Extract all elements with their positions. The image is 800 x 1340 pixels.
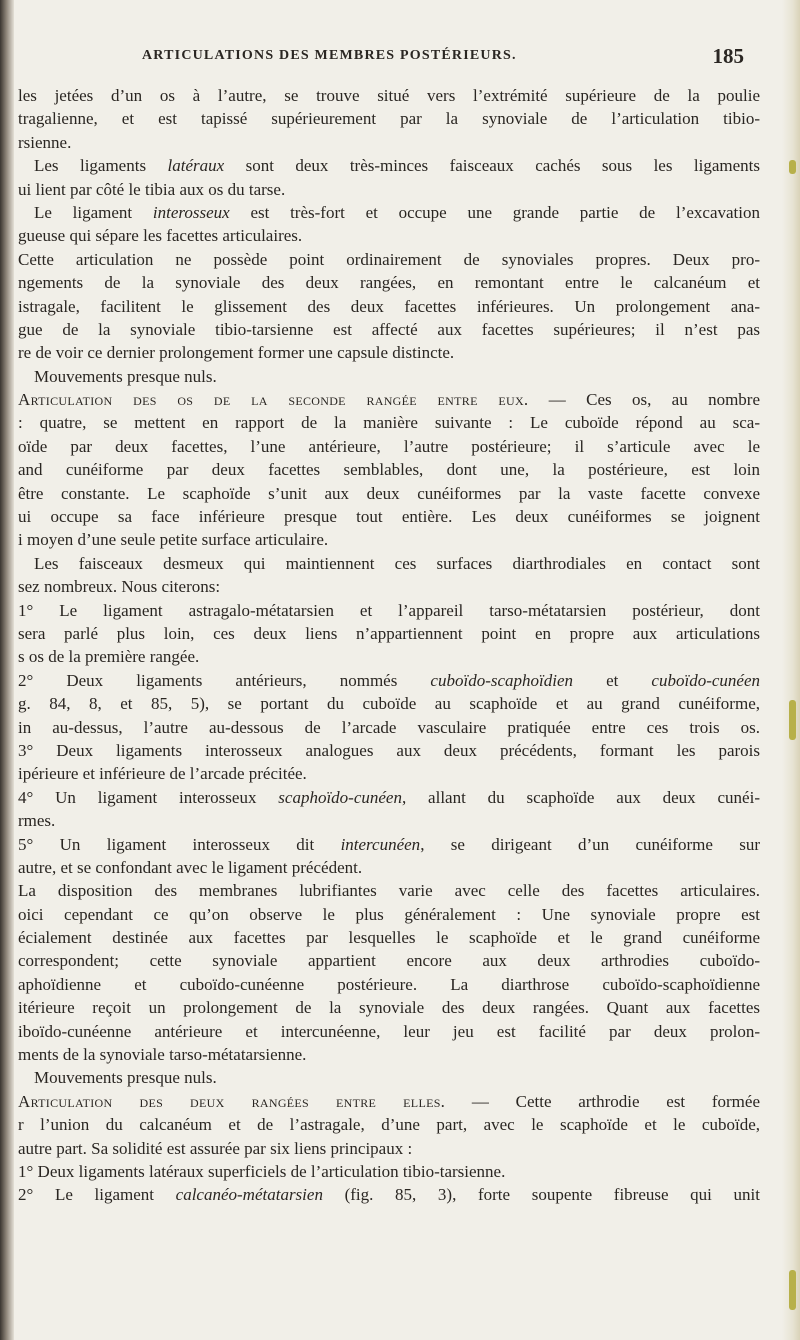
text-segment: sez nombreux. Nous citerons: <box>18 577 221 597</box>
body-text <box>18 84 760 1207</box>
section-heading: Articulation des deux rangées entre elles. <box>18 1091 446 1111</box>
text-line <box>18 926 760 949</box>
text-line <box>18 1043 760 1066</box>
text-segment: : quatre, se mettent en rapport de la manière suivante : Le cuboïde répond au sca- <box>18 413 760 433</box>
text-line <box>18 622 760 645</box>
italic-term: intercunéen <box>340 834 421 854</box>
text-segment: Les faisceaux desmeux qui maintiennent ces surfaces diarthrodiales en contact sont <box>34 553 760 573</box>
page-number: 185 <box>712 44 744 68</box>
text-line <box>18 365 760 388</box>
text-segment: 2° Le ligament <box>18 1185 176 1205</box>
text-line <box>18 1066 760 1089</box>
text-segment: autre, et se confondant avec le ligament précédent. <box>18 857 363 877</box>
text-segment: in au-dessus, l’autre au-dessous de l’arcade vasculaire pratiquée entre ces trois os. <box>18 717 760 737</box>
text-segment: La disposition des membranes lubrifiantes varie avec celle des facettes articulaires. <box>18 881 760 901</box>
page-edge-stain <box>789 1270 796 1310</box>
text-segment: rmes. <box>18 811 56 831</box>
text-segment: istragale, facilitent le glissement des deux facettes inférieures. Un prolongement ana- <box>18 296 760 316</box>
text-segment: s os de la première rangée. <box>18 647 200 667</box>
text-segment: , se dirigeant d’un cunéiforme sur <box>420 834 760 854</box>
text-line <box>18 1183 760 1206</box>
text-line <box>18 809 760 832</box>
text-line <box>18 692 760 715</box>
text-segment: ui lient par côté le tibia aux os du tarse. <box>18 179 286 199</box>
text-segment: — Cette arthrodie est formée <box>445 1091 760 1111</box>
text-line <box>18 154 760 177</box>
text-line <box>18 575 760 598</box>
text-segment: écialement destinée aux facettes par lesquelles le scaphoïde et le grand cunéiforme <box>18 928 760 948</box>
text-line <box>18 388 760 411</box>
text-line <box>18 295 760 318</box>
text-segment: and cunéiforme par deux facettes semblables, dont une, la postérieure, est loin <box>18 460 760 480</box>
text-segment: est très-fort et occupe une grande partie de l’excavation <box>229 202 760 222</box>
text-line <box>18 271 760 294</box>
text-segment: gue de la synoviale tibio-tarsienne est affecté aux facettes supérieures; il n’est pas <box>18 319 760 339</box>
running-head: ARTICULATIONS DES MEMBRES POSTÉRIEURS. <box>142 48 517 63</box>
page-edge-stain <box>789 160 796 174</box>
text-segment: r l’union du calcanéum et de l’astragale, d’une part, avec le scaphoïde et le cuboïde, <box>18 1115 760 1135</box>
text-line <box>18 458 760 481</box>
italic-term: interosseux <box>152 202 230 222</box>
text-segment: rsienne. <box>18 132 72 152</box>
text-segment: 4° Un ligament interosseux <box>18 787 279 807</box>
text-segment: i moyen d’une seule petite surface articulaire. <box>18 530 329 550</box>
text-line <box>18 131 760 154</box>
text-segment: gueuse qui sépare les facettes articulaires. <box>18 226 303 246</box>
text-line <box>18 716 760 739</box>
text-line <box>18 949 760 972</box>
text-line <box>18 552 760 575</box>
italic-term: cuboïdo-scaphoïdien <box>430 670 574 690</box>
text-line <box>18 224 760 247</box>
text-line <box>18 833 760 856</box>
text-segment: Le ligament <box>34 202 153 222</box>
text-segment: iboïdo-cunéenne antérieure et intercunéenne, leur jeu est facilité par deux prolon- <box>18 1021 760 1041</box>
text-line <box>18 996 760 1019</box>
text-line <box>18 786 760 809</box>
page-binding-shadow <box>0 0 14 1340</box>
text-line <box>18 1113 760 1136</box>
text-line <box>18 1137 760 1160</box>
text-line <box>18 528 760 551</box>
text-segment: 5° Un ligament interosseux dit <box>18 834 341 854</box>
text-segment: ments de la synoviale tarso-métatarsienne. <box>18 1045 307 1065</box>
text-line <box>18 903 760 926</box>
book-page <box>18 0 772 1340</box>
text-segment: (fig. 85, 3), forte soupente fibreuse qui unit <box>322 1185 760 1205</box>
text-segment: 3° Deux ligaments interosseux analogues aux deux précédents, formant les parois <box>18 740 760 760</box>
text-segment: Mouvements presque nuls. <box>34 366 217 386</box>
page-header <box>18 44 748 74</box>
text-segment: ngements de la synoviale des deux rangées, en remontant entre le calcanéum et <box>18 273 760 293</box>
text-line <box>18 669 760 692</box>
text-segment: 1° Le ligament astragalo-métatarsien et l’appareil tarso-métatarsien postérieur, dont <box>18 600 760 620</box>
section-heading: Articulation des os de la seconde rangée entre eux. <box>18 390 529 410</box>
text-line <box>18 482 760 505</box>
text-segment: Mouvements presque nuls. <box>34 1068 217 1088</box>
text-line <box>18 879 760 902</box>
text-segment: 2° Deux ligaments antérieurs, nommés <box>18 670 431 690</box>
text-line <box>18 248 760 271</box>
text-line <box>18 1020 760 1043</box>
text-line <box>18 762 760 785</box>
text-line <box>18 1090 760 1113</box>
italic-term: scaphoïdo-cunéen <box>278 787 402 807</box>
text-segment: oïde par deux facettes, l’une antérieure, l’autre postérieure; il s’articule avec le <box>18 436 760 456</box>
text-segment: oici cependant ce qu’on observe le plus généralement : Une synoviale propre est <box>18 904 760 924</box>
text-segment: tragalienne, et est tapissé supérieurement par la synoviale de l’articulation tibio- <box>18 109 760 129</box>
text-segment: g. 84, 8, et 85, 5), se portant du cuboïde au scaphoïde et au grand cunéiforme, <box>18 694 760 714</box>
text-line <box>18 318 760 341</box>
italic-term: latéraux <box>167 156 225 176</box>
italic-term: cuboïdo-cunéen <box>651 670 760 690</box>
text-segment: re de voir ce dernier prolongement former une capsule distincte. <box>18 343 455 363</box>
text-line <box>18 856 760 879</box>
text-line <box>18 411 760 434</box>
text-line <box>18 178 760 201</box>
text-line <box>18 973 760 996</box>
text-line <box>18 84 760 107</box>
text-segment: 1° Deux ligaments latéraux superficiels de l’articulation tibio-tarsienne. <box>18 1161 506 1181</box>
text-segment: ipérieure et inférieure de l’arcade précitée. <box>18 764 307 784</box>
text-line <box>18 1160 760 1183</box>
page-right-edge <box>782 0 800 1340</box>
italic-term: calcanéo-métatarsien <box>175 1185 323 1205</box>
text-line <box>18 739 760 762</box>
text-segment: sera parlé plus loin, ces deux liens n’appartiennent point en propre aux articulations <box>18 623 760 643</box>
text-line <box>18 599 760 622</box>
text-segment: , allant du scaphoïde aux deux cunéi- <box>401 787 760 807</box>
text-line <box>18 201 760 224</box>
text-segment: être constante. Le scaphoïde s’unit aux deux cunéiformes par la vaste facette convexe <box>18 483 760 503</box>
text-segment: sont deux très-minces faisceaux cachés sous les ligaments <box>224 156 760 176</box>
page-edge-stain <box>789 700 796 740</box>
text-segment: et <box>573 670 652 690</box>
text-line <box>18 505 760 528</box>
text-line <box>18 107 760 130</box>
text-segment: ui occupe sa face inférieure presque tout entière. Les deux cunéiformes se joignent <box>18 507 760 527</box>
text-segment: itérieure reçoit un prolongement de la synoviale des deux rangées. Quant aux facettes <box>18 998 760 1018</box>
text-segment: Cette articulation ne possède point ordinairement de synoviales propres. Deux pro- <box>18 249 760 269</box>
text-segment: — Ces os, au nombre <box>528 390 760 410</box>
text-segment: Les ligaments <box>34 156 168 176</box>
text-line <box>18 435 760 458</box>
text-segment: les jetées d’un os à l’autre, se trouve situé vers l’extrémité supérieure de la poulie <box>18 86 760 105</box>
text-segment: aphoïdienne et cuboïdo-cunéenne postérieure. La diarthrose cuboïdo-scaphoïdienne <box>18 974 760 994</box>
text-line <box>18 645 760 668</box>
text-segment: correspondent; cette synoviale appartient encore aux deux arthrodies cuboïdo- <box>18 951 760 971</box>
text-line <box>18 341 760 364</box>
text-segment: autre part. Sa solidité est assurée par six liens principaux : <box>18 1138 413 1158</box>
